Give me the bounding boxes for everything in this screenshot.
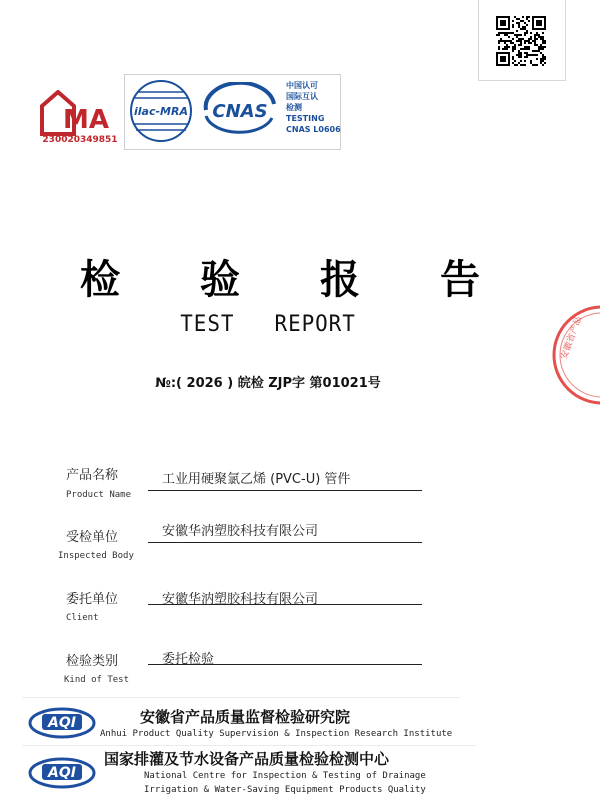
aqi-logo-text: AQI: [48, 715, 76, 731]
cnas-logo-icon: [200, 82, 280, 138]
centre-name-cn: 国家排灌及节水设备产品质量检验检测中心: [104, 750, 390, 768]
title-char: 告: [440, 257, 480, 303]
field-underline: [148, 664, 422, 665]
title-char: 报: [320, 257, 360, 303]
title-word: REPORT: [274, 312, 356, 337]
aqi-logo-icon: [28, 706, 96, 740]
cnas-info-line: TESTING: [286, 114, 325, 123]
cnas-info: [286, 80, 346, 135]
cnas-info-line: 国际互认: [286, 92, 318, 101]
ilac-mra-text: ilac-MRA: [134, 105, 188, 118]
red-seal-icon: [540, 300, 600, 410]
report-title-en: [13, 312, 522, 337]
centre-name-en-line2: Irrigation & Water-Saving Equipment Products Quality: [144, 785, 426, 795]
field-sublabel-client: Client: [66, 613, 99, 623]
title-char: 验: [200, 257, 240, 303]
institute-name-en: Anhui Product Quality Supervision & Inspection Research Institute: [100, 729, 453, 739]
aqi-logo-text: AQI: [48, 765, 76, 781]
cnas-text: CNAS: [212, 101, 268, 122]
field-underline: [148, 490, 422, 491]
report-number: №:( 2026 ) 皖检 ZJP字 第01021号: [155, 376, 381, 391]
field-sublabel-kind-of-test: Kind of Test: [64, 675, 130, 685]
field-label-client: 委托单位: [66, 592, 119, 607]
field-label-kind-of-test: 检验类别: [66, 654, 119, 669]
cnas-info-line: 中国认可: [286, 81, 318, 90]
field-sublabel-product-name: Product Name: [66, 490, 132, 500]
field-label-inspected-body: 受检单位: [66, 530, 119, 545]
cma-mark-text: MA: [63, 105, 109, 135]
ilac-mra-logo-icon: [128, 78, 194, 144]
cma-number: 230020349851: [42, 135, 118, 145]
title-word: TEST: [180, 312, 235, 337]
cnas-info-line: 检测: [286, 103, 302, 112]
field-value-product-name: 工业用硬聚氯乙烯 (PVC-U) 管件: [162, 472, 351, 487]
aqi-logo-icon: [28, 756, 96, 790]
field-sublabel-inspected-body: Inspected Body: [58, 551, 134, 561]
centre-name-en-line1: National Centre for Inspection & Testing of Drainage: [144, 771, 426, 781]
field-value-inspected-body: 安徽华汭塑胶科技有限公司: [162, 524, 319, 539]
field-underline: [148, 542, 422, 543]
qr-code-box: [478, 0, 566, 81]
title-char: 检: [80, 257, 120, 303]
field-underline: [148, 604, 422, 605]
institute-name-cn: 安徽省产品质量监督检验研究院: [140, 708, 351, 726]
seal-text: 安徽省产品: [559, 315, 585, 362]
qr-code-icon: [496, 16, 546, 66]
field-value-client: 安徽华汭塑胶科技有限公司: [162, 592, 319, 607]
report-title-cn: [80, 248, 480, 305]
cnas-info-line: CNAS L0606: [286, 125, 341, 134]
field-value-kind-of-test: 委托检验: [162, 652, 215, 667]
field-label-product-name: 产品名称: [66, 468, 119, 483]
